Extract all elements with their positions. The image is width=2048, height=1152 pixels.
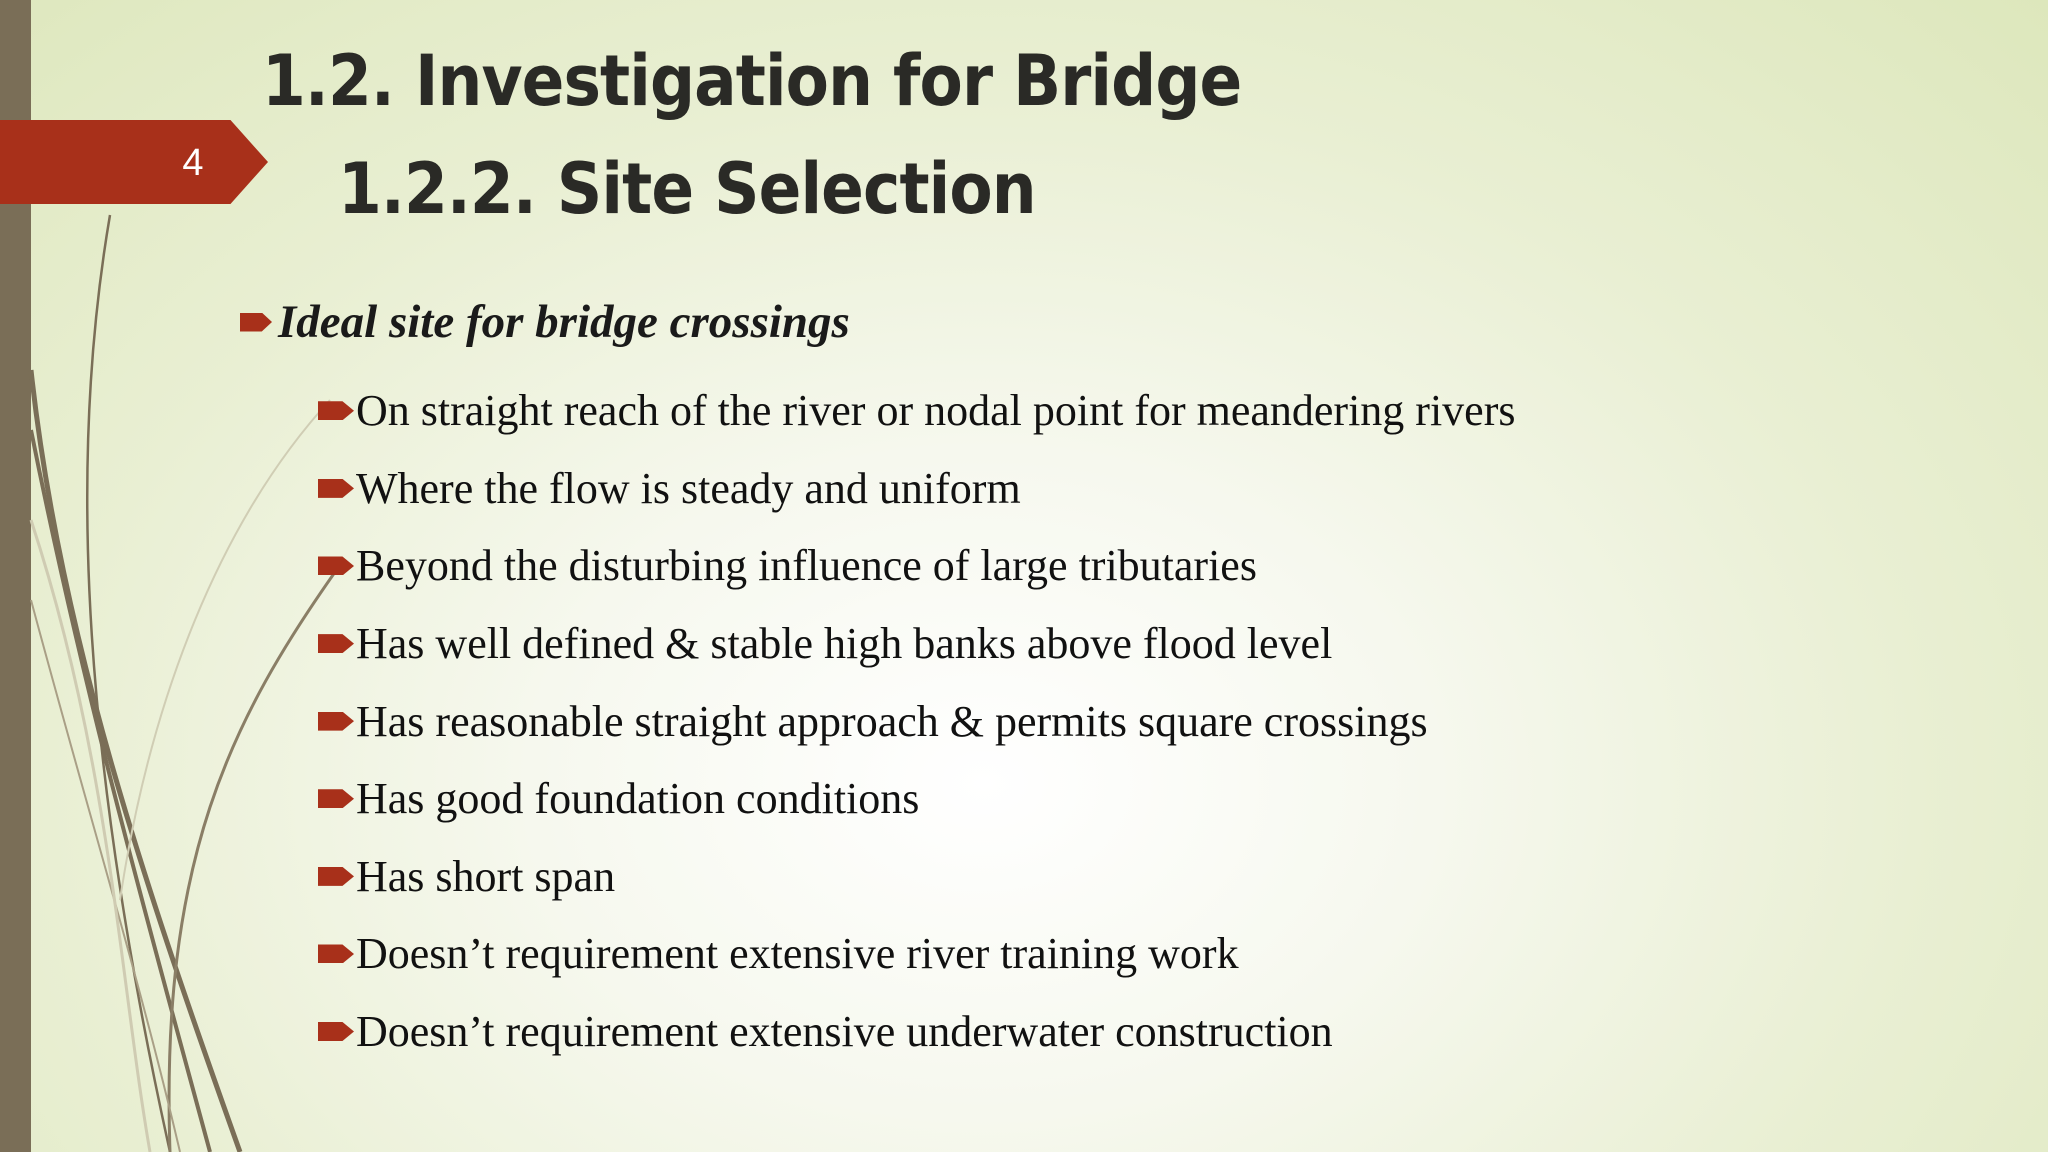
list-item: [318, 838, 1516, 916]
list-item-text: On straight reach of the river or nodal point for meandering rivers: [356, 386, 1516, 436]
list-item-text: Has well defined & stable high banks above flood level: [356, 619, 1333, 669]
arrow-bullet-icon: [318, 789, 354, 808]
list-item: [318, 915, 1516, 993]
grass-blade-6: [120, 400, 330, 900]
slide-title-line-2: 1.2.2. Site Selection: [338, 148, 1036, 230]
slide-number: 4: [182, 142, 204, 184]
list-item: [318, 993, 1516, 1071]
list-item: [318, 450, 1516, 528]
grass-blade-4: [169, 565, 340, 1152]
bullet-heading: [240, 292, 850, 352]
list-item: [318, 527, 1516, 605]
arrow-bullet-icon: [318, 867, 354, 886]
heading-text: Ideal site for bridge crossings: [278, 296, 850, 348]
list-item: [318, 682, 1516, 760]
arrow-bullet-icon: [318, 556, 354, 575]
arrow-bullet-icon: [318, 712, 354, 731]
list-item-text: Has good foundation conditions: [356, 774, 920, 824]
list-item-text: Has short span: [356, 851, 616, 901]
arrow-bullet-icon: [318, 944, 354, 963]
arrow-bullet-icon: [318, 634, 354, 653]
list-item-text: Has reasonable straight approach & permits square crossings: [356, 696, 1428, 746]
list-item-text: Doesn’t requirement extensive river training work: [356, 929, 1239, 979]
list-item: [318, 605, 1516, 683]
list-item-text: Beyond the disturbing influence of large tributaries: [356, 541, 1257, 591]
arrow-bullet-icon: [318, 1022, 354, 1041]
arrow-bullet-icon: [318, 401, 354, 420]
list-item-text: Doesn’t requirement extensive underwater construction: [356, 1007, 1333, 1057]
grass-blade-7: [31, 520, 150, 1152]
grass-blade-1: [87, 215, 170, 1152]
grass-blade-3: [31, 430, 210, 1152]
grass-blade-5: [31, 600, 180, 1152]
arrow-bullet-icon: [240, 313, 272, 332]
slide-title-line-1: 1.2. Investigation for Bridge: [262, 40, 1242, 122]
grass-blade-2: [31, 370, 240, 1152]
slide-number-tab: [0, 120, 268, 204]
list-item: [318, 760, 1516, 838]
list-item: [318, 372, 1516, 450]
arrow-bullet-icon: [318, 479, 354, 498]
list-item-text: Where the flow is steady and uniform: [356, 463, 1021, 513]
sub-bullet-list: [318, 372, 1516, 1070]
